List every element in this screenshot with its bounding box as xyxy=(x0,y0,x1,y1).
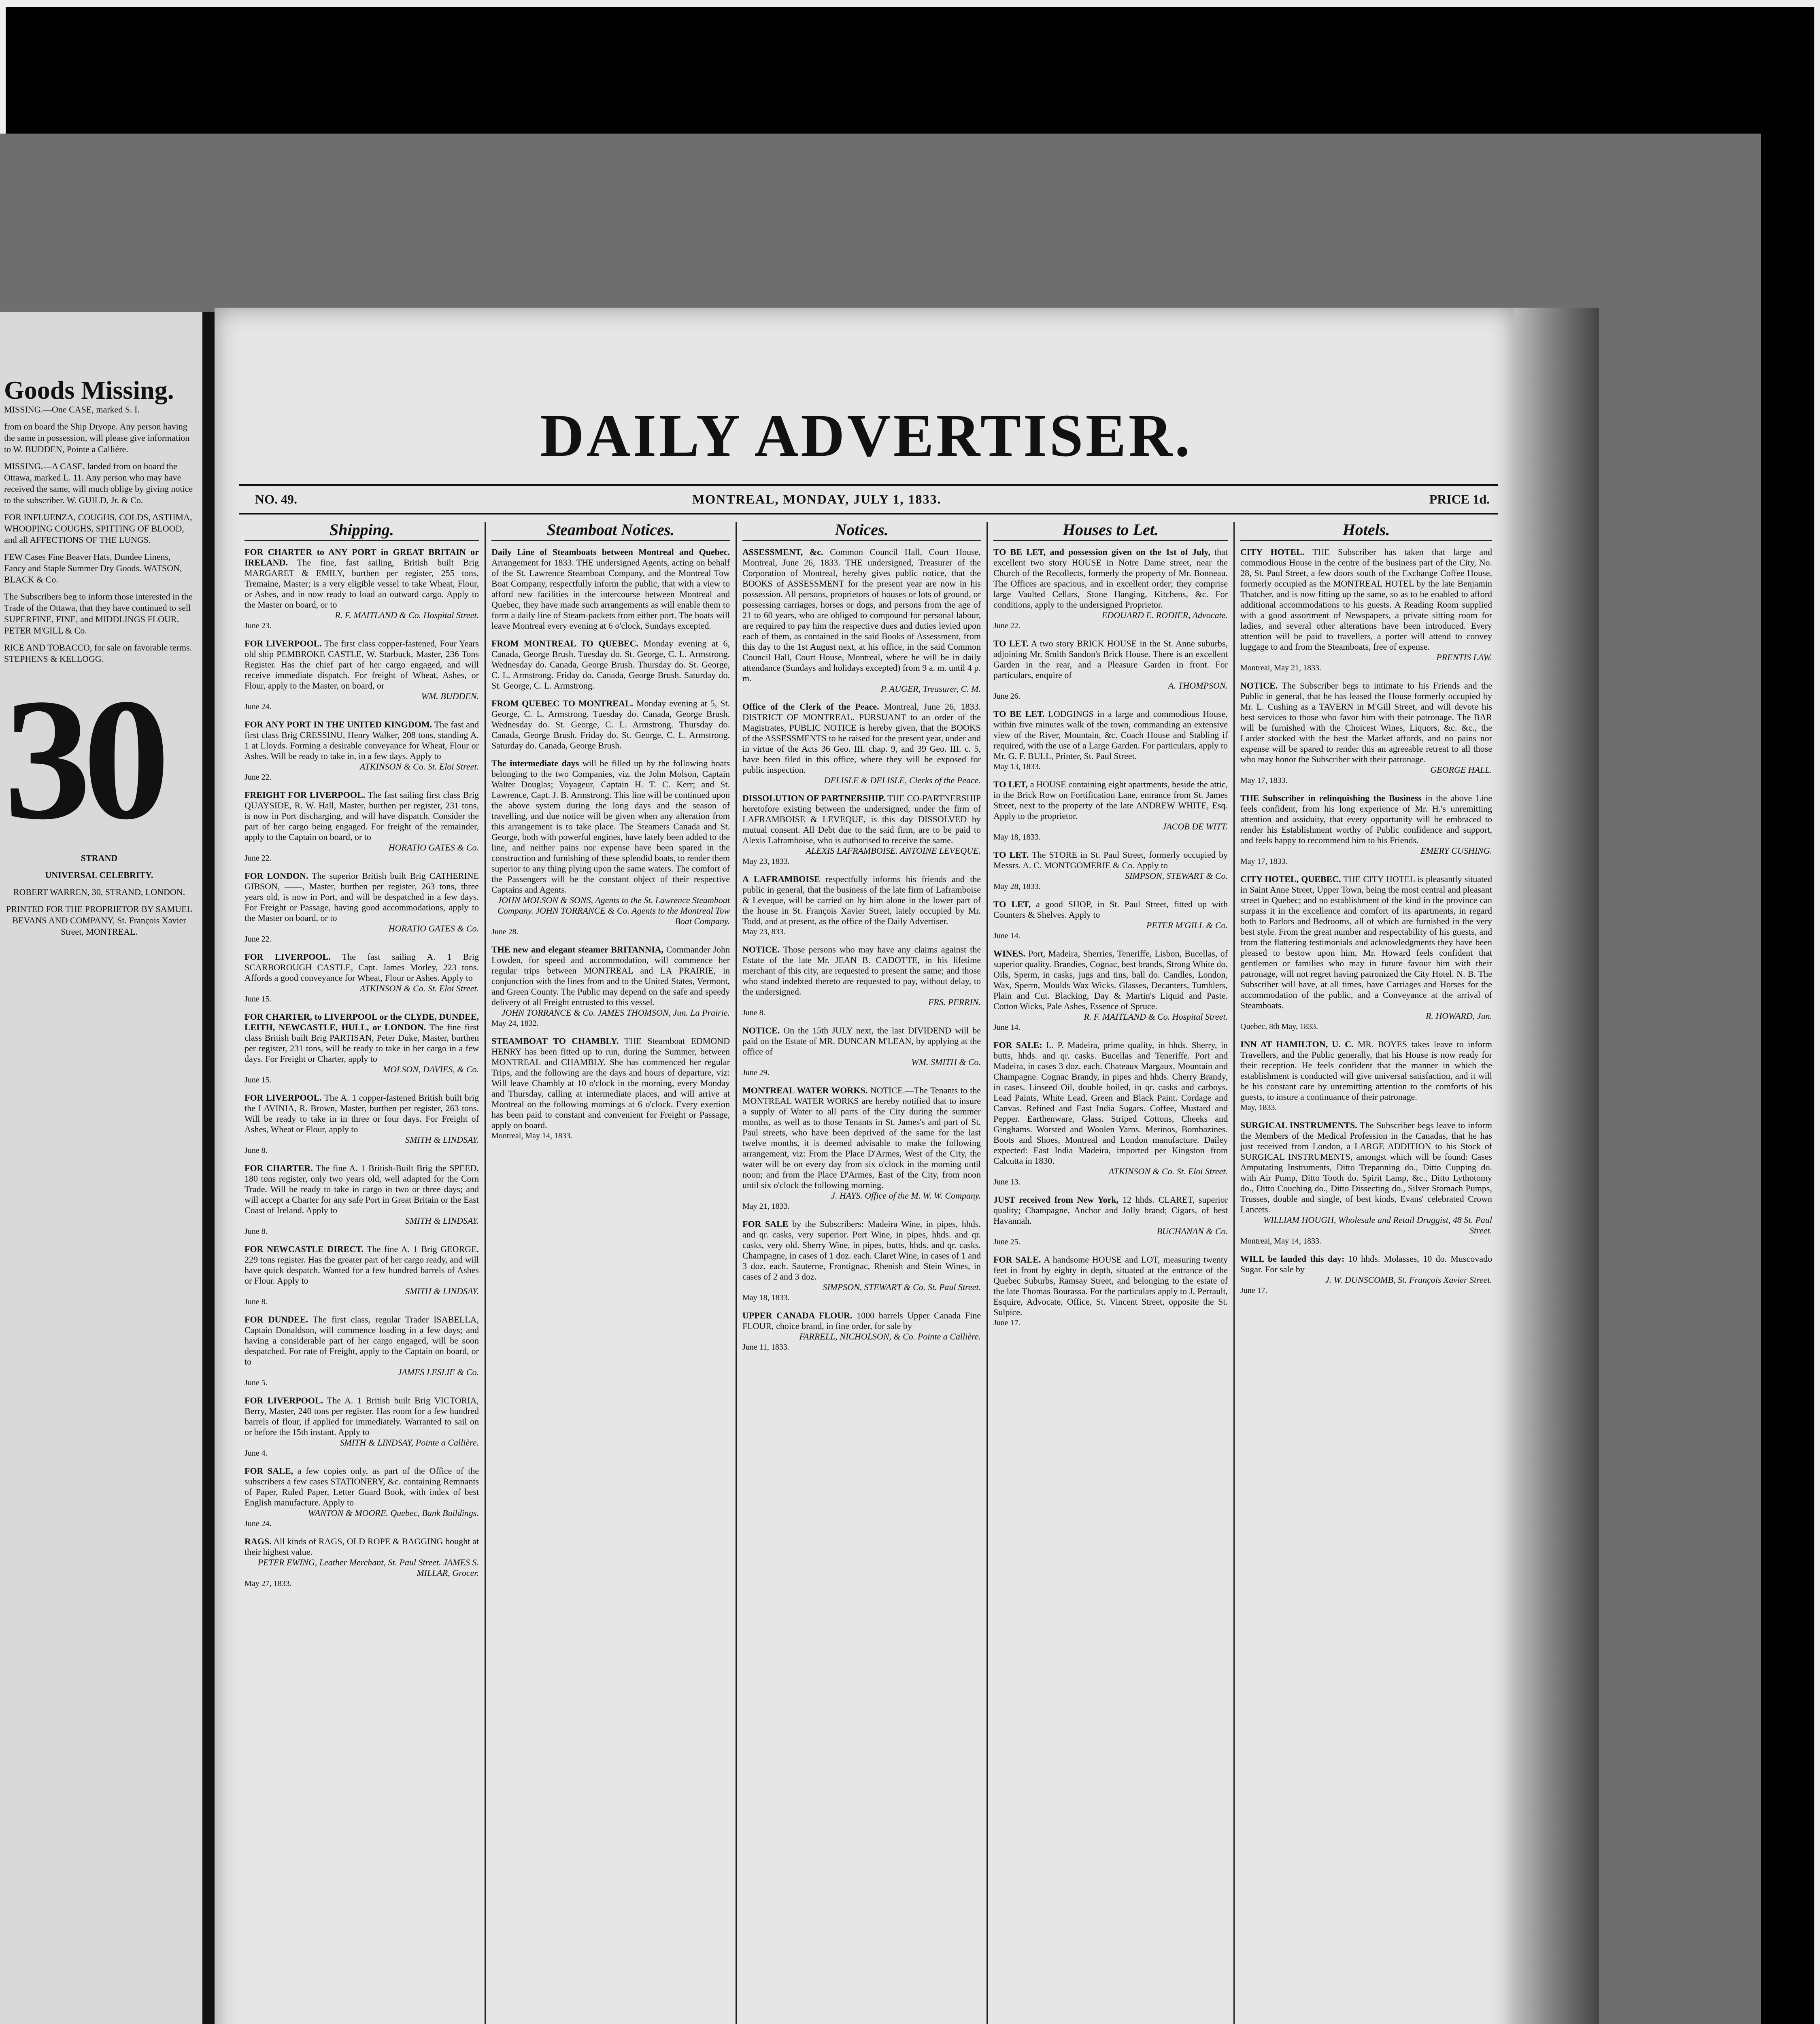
ad-headline: TO LET. xyxy=(993,638,1029,648)
ad-headline: NOTICE. xyxy=(742,944,780,955)
ad-headline: WILL be landed this day: xyxy=(1240,1254,1345,1264)
advertisement xyxy=(993,1195,1228,1247)
advertisement xyxy=(491,944,730,1029)
advertisement xyxy=(1240,547,1492,673)
ad-headline: MONTREAL WATER WORKS. xyxy=(742,1085,868,1095)
ad-body: The first class, regular Trader ISABELLA, Captain Donaldson, will commence loading in a few days; and having a considerable part of her cargo engaged, will be soon despatched. For rate of Freight, apply to the Captain on board, or to xyxy=(245,1314,479,1367)
ad-signature: HORATIO GATES & Co. xyxy=(388,842,479,853)
celebrity-label: UNIVERSAL CELEBRITY. xyxy=(45,870,153,880)
ad-signature: SMITH & LINDSAY. xyxy=(405,1216,479,1226)
ad-body: by the Subscribers: Madeira Wine, in pipes, hhds. and qr. casks, very superior. Port Wine, in pipes, hhds. and qr. casks, very old. Sherry Wine, in pipes, butts, hhds. and qr. casks. Champagne, in cases of 1 doz. each. Claret Wine, in cases of 1 and 3 doz. each. Sauterne, Frontignac, Rhenish and Stein Wines, in cases of 2 and 3 doz. xyxy=(742,1219,981,1282)
ad-signature: EMERY CUSHING. xyxy=(1420,846,1492,856)
ad-signature: FARRELL, NICHOLSON, & Co. Pointe a Callière. xyxy=(799,1331,981,1342)
ad-body: The fine, fast sailing, British built Brig MARGARET & EMILY, burthen per register, 255 tons, Tremaine, Master; is a very eligible vessel to take Wheat, Flour, or Ashes, and in now ready to load an outward cargo. Apply to the Master on board, or to xyxy=(245,557,479,610)
ad-body: a few copies only, as part of the Office of the subscribers a few cases STATIONERY, &c. containing Remnants of Paper, Ruled Paper, Letter Guard Book, with index of best English manufacture. Apply to xyxy=(245,1466,479,1507)
advertisement xyxy=(993,547,1228,631)
advertisement xyxy=(245,1093,479,1156)
ad-date: June 22. xyxy=(245,773,272,782)
ad-headline: FOR CHARTER to ANY PORT in GREAT BRITAIN or IRELAND. xyxy=(245,547,479,568)
ad-date: June 17. xyxy=(993,1318,1021,1327)
advertisement xyxy=(245,1163,479,1237)
advertisement xyxy=(742,1085,981,1212)
ad-headline: FOR SALE xyxy=(742,1219,789,1229)
ad-headline: FOR LIVERPOOL. xyxy=(245,1395,323,1405)
column-hotels xyxy=(1235,522,1498,2024)
column-notices xyxy=(737,522,988,2024)
ad-headline: TO BE LET, and possession given on the 1st of July, xyxy=(993,547,1210,557)
ad-signature: WANTON & MOORE. Quebec, Bank Buildings. xyxy=(308,1508,479,1518)
advertisement xyxy=(491,758,730,937)
ad-date: June 8. xyxy=(245,1146,268,1155)
ad-body: 12 hhds. CLARET, superior quality; Champagne, Anchor and Jolly brand; Cigars, of best Havannah. xyxy=(993,1195,1228,1226)
strand-label: STRAND xyxy=(81,853,118,863)
column-houses-to-let xyxy=(988,522,1235,2024)
ad-signature: HORATIO GATES & Co. xyxy=(388,923,479,933)
advertisement xyxy=(245,1395,479,1458)
ad-body: THE CO-PARTNERSHIP heretofore existing between the undersigned, under the firm of LAFRAMBOISE & LEVEQUE, is this day DISSOLVED by mutual consent. All Debt due to the said firm, are to be paid to Alexis Laframboise, who is authorised to receive the same. xyxy=(742,793,981,845)
ad-date: June 22. xyxy=(245,935,272,944)
column-heading: Steamboat Notices. xyxy=(491,522,730,541)
ad-date: May 23, 1833. xyxy=(742,857,790,866)
advertisement xyxy=(245,1466,479,1529)
rule-top xyxy=(239,484,1498,486)
ad-headline: NOTICE. xyxy=(742,1025,780,1035)
ad-date: June 14. xyxy=(993,1023,1021,1032)
advertisement xyxy=(742,702,981,786)
ad-date: May 17, 1833. xyxy=(1240,776,1288,785)
maker-label: ROBERT WARREN, 30, STRAND, LONDON. xyxy=(13,887,185,897)
advertisement xyxy=(993,1254,1228,1328)
ad-date: May, 1833. xyxy=(1240,1103,1277,1112)
ad-body: that excellent two story HOUSE in Notre Dame street, near the Church of the Recollects, formerly the property of Mr. Bonneau. The Offices are spacious, and in excellent order; they comprise large Vaulted Cellars, Stone Hanging, Kitchens, &c. For conditions, apply to the undersigned Proprietor. xyxy=(993,547,1228,610)
ad-body: Port, Madeira, Sherries, Teneriffe, Lisbon, Bucellas, of superior quality. Brandies, Cognac, best brands, Strong White do. Oils, Sperm, in casks, jugs and tins, ball do. Candles, London, Wax, Sperm, Moulds Wax Wicks. Glasses, Decanters, Tumblers, Plain and Cut. Blacking, Day & Martin's Liquid and Paste. Cotton Wicks, Pale Ashes, Essence of Spruce. xyxy=(993,948,1228,1011)
ad-date: May 27, 1833. xyxy=(245,1579,292,1588)
ad-headline: ASSESSMENT, &c. xyxy=(742,547,823,557)
left-page-column xyxy=(4,376,194,943)
ad-date: May 17, 1833. xyxy=(1240,857,1288,866)
ad-body: The superior British built Brig CATHERINE GIBSON, ——, Master, burthen per register, 263 tons, three years old, is now in Port, and will be despatched in a few days. For Freight or Passage, having good accommodations, apply to the Master on board, or to xyxy=(245,871,479,923)
ad-date: May 18, 1833. xyxy=(993,833,1041,842)
ad-date: June 15. xyxy=(245,995,272,1003)
advertisement xyxy=(742,1219,981,1303)
ad-date: June 8. xyxy=(245,1297,268,1306)
ad-headline: TO BE LET. xyxy=(993,709,1045,719)
ad-date: June 5. xyxy=(245,1378,268,1387)
ad-body: a good SHOP, in St. Paul Street, fitted up with Counters & Shelves. Apply to xyxy=(993,899,1228,920)
ad-headline: FOR ANY PORT IN THE UNITED KINGDOM. xyxy=(245,719,432,729)
ad-headline: FREIGHT FOR LIVERPOOL. xyxy=(245,790,366,800)
ad-body: MR. BOYES takes leave to inform Travellers, and the Public generally, that his House is now ready for their reception. He feels confident that the manner in which the establishment is conducted will give universal satisfaction, and it will be his constant care by unremitting attention to the comforts of his guests, to insure a continuance of their patronage. xyxy=(1240,1039,1493,1102)
ad-date: June 28. xyxy=(491,927,519,936)
ad-date: May 23, 833. xyxy=(742,927,786,936)
column-shipping xyxy=(239,522,486,2024)
film-edge-top xyxy=(0,0,1820,7)
ad-signature: SMITH & LINDSAY. xyxy=(405,1135,479,1145)
ad-signature: SIMPSON, STEWART & Co. St. Paul Street. xyxy=(823,1282,981,1292)
masthead-title: DAILY ADVERTISER. xyxy=(540,402,1193,469)
ad-date: June 25. xyxy=(993,1237,1021,1246)
ad-body: A handsome HOUSE and LOT, measuring twenty feet in front by eighty in depth, situated at the entrance of the Quebec Suburbs, Ramsay Street, and belonging to the estate of the late Thomas Bourassa. For the particulars apply to J. Perrault, Esquire, Advocate, Office, St. Vincent Street, opposite the St. Sulpice. xyxy=(993,1254,1228,1317)
ad-headline: FOR NEWCASTLE DIRECT. xyxy=(245,1244,364,1254)
advertisement xyxy=(491,698,730,751)
advertisement xyxy=(742,1025,981,1078)
left-ad: The Subscribers beg to inform those interested in the Trade of the Ottawa, that they have continued to sell SUPERFINE, FINE, and MIDDLINGS FLOUR. PETER M'GILL & Co. xyxy=(4,591,193,636)
column-heading: Houses to Let. xyxy=(993,522,1228,541)
film-edge-right xyxy=(1814,0,1820,2024)
ad-body: The Subscriber begs to intimate to his Friends and the Public in general, that he has leased the House formerly occupied by Mr. L. Cushing as a TAVERN in M'Gill Street, and will devote his best services to those who favor him with their patronage. The BAR will be furnished with the Choicest Wines, Liquors, &c. &c., the Larder stocked with the best the Market affords, and no pains nor expense will be spared to render this an agreeable retreat to all those who may honor the Subscriber with their patronage. xyxy=(1240,680,1492,764)
ad-signature: J. W. DUNSCOMB, St. François Xavier Street. xyxy=(1325,1275,1492,1285)
ad-signature: ATKINSON & Co. St. Eloi Street. xyxy=(359,983,479,993)
advertisement xyxy=(1240,793,1492,867)
ad-date: June 24. xyxy=(245,702,272,711)
ad-headline: NOTICE. xyxy=(1240,680,1278,691)
ad-body: Commander John Lowden, for speed and accommodation, will commence her regular trips between MONTREAL and LA PRAIRIE, in conjunction with the lines from and to the United States, Vermont, and Green County. The Public may depend on the safe and speedy delivery of all Freight entrusted to this vessel. xyxy=(491,944,730,1007)
ad-date: Quebec, 8th May, 1833. xyxy=(1240,1022,1318,1031)
advertisement xyxy=(491,638,730,691)
ad-headline: SURGICAL INSTRUMENTS. xyxy=(1240,1120,1357,1130)
ad-body: Arrangement for 1833. THE undersigned Agents, acting on behalf of the St. Lawrence Steamboat Company, and the Montreal Tow Boat Company, respectfully inform the public, that with a view to afford new facilities in the intercourse between Montreal and Quebec, they have made such arrangements as will enable them to form a daily line of Steam-packets from either port. The boats will leave Montreal every evening at 6 o'clock, Sundays excepted. xyxy=(491,557,730,631)
ad-body: in the above Line feels confident, from his long experience of Mr. H.'s unremitting attention and assiduity, that every opportunity will be embraced to render his Establishment worthy of Public confidence and support, and feels happy to recommend him to his Friends. xyxy=(1240,793,1493,845)
ad-body: Montreal, June 26, 1833. DISTRICT OF MONTREAL. PURSUANT to an order of the Magistrates, PUBLIC NOTICE is hereby given, that the BOOKS of the ASSESSMENTS to be raised for the present year, under and in virtue of the Acts 36 Geo. III. chap. 9, and 39 Geo. III. c. 5, have been filed in this office, where they will be exposed for public inspection. xyxy=(742,702,981,775)
ad-date: Montreal, May 14, 1833. xyxy=(1240,1237,1321,1246)
advertisement xyxy=(245,1244,479,1307)
ad-signature: P. AUGER, Treasurer, C. M. xyxy=(880,684,981,694)
ad-signature: FRS. PERRIN. xyxy=(928,997,981,1007)
ad-body: The STORE in St. Paul Street, formerly occupied by Messrs. A. C. MONTGOMERIE & Co. Apply to xyxy=(993,850,1228,870)
ad-headline: JUST received from New York, xyxy=(993,1195,1119,1205)
ad-body: The A. 1 British built Brig VICTORIA, Berry, Master, 240 tons per register. Has room for a few hundred barrels of flour, if applied for immediately. Warranted to sail on or before the 15th instant. Apply to xyxy=(245,1395,479,1437)
advertisement xyxy=(1240,874,1492,1032)
ad-signature: SIMPSON, STEWART & Co. xyxy=(1125,871,1228,881)
column-heading: Notices. xyxy=(742,522,981,541)
ad-signature: DELISLE & DELISLE, Clerks of the Peace. xyxy=(824,775,981,785)
issue-number: NO. 49. xyxy=(255,492,297,506)
ad-date: May 13, 1833. xyxy=(993,762,1041,771)
ad-body: The fast and first class Brig CRESSINU, Henry Walker, 208 tons, standing A. 1 at Lloyds. Forming a desirable conveyance for Wheat, Flour or Ashes. Will be ready to take in, in a few days. Apply to xyxy=(245,719,479,761)
ad-signature: A. THOMPSON. xyxy=(1168,680,1228,691)
ad-body: will be filled up by the following boats belonging to the two Companies, viz. the John Molson, Captain Walter Douglas; Voyageur, Captain H. T. C. Kerr; and St. Lawrence, Capt. J. B. Armstrong. This line will be continued upon the above system during the long days and the season of travelling, and due notice will be given when any alteration from this arrangement is to take place. The Steamers Canada and St. George, both with powerful engines, have lately been added to the line, and neither pains nor expense have been spared in the construction and furnishing of these splendid boats, to render them superior to any thing plying upon the same waters. The comfort of the Passengers will be the constant object of their respective Captains and Agents. xyxy=(491,758,730,895)
ad-body: respectfully informs his friends and the public in general, that the business of the late firm of Laframboise & Leveque, will be carried on by him alone in the lower part of the house in St. François Xavier Street, lately occupied by Mr. Todd, and at present, as the office of the Daily Advertiser. xyxy=(742,874,981,926)
ad-signature: PRENTIS LAW. xyxy=(1436,652,1492,662)
advertisement xyxy=(491,547,730,631)
ad-signature: R. F. MAITLAND & Co. Hospital Street. xyxy=(335,610,479,620)
ad-date: June 29. xyxy=(742,1068,770,1077)
ad-signature: JOHN TORRANCE & Co. JAMES THOMSON, Jun. La Prairie. xyxy=(501,1008,730,1018)
advertisement xyxy=(993,638,1228,702)
left-ad: FEW Cases Fine Beaver Hats, Dundee Linens, Fancy and Staple Summer Dry Goods. WATSON, BLACK & Co. xyxy=(4,552,182,585)
ad-headline: FOR CHARTER, to LIVERPOOL or the CLYDE, DUNDEE, LEITH, NEWCASTLE, HULL, or LONDON. xyxy=(245,1012,479,1032)
ad-date: June 4. xyxy=(245,1449,268,1458)
printer-imprint: PRINTED FOR THE PROPRIETOR BY SAMUEL BEVANS AND COMPANY, St. François Xavier Street, MONTREAL. xyxy=(6,904,192,937)
ad-body: THE Subscriber has taken that large and commodious House in the centre of the business part of the City, No. 28, St. Paul Street, a few doors south of the Exchange Coffee House, formerly occupied as the MONTREAL HOTEL by the late Benjamin Thatcher, and is now fitting up the same, so as to be enabled to afford additional accommodations to his guests. A Reading Room supplied with a good assortment of Newspapers, a private sitting room for ladies, and several other alterations have been introduced. Every attention will be paid to travellers, a porter will attend to convey luggage to and from the Steamboats, free of expense. xyxy=(1240,547,1492,652)
ad-headline: FOR SALE: xyxy=(993,1040,1042,1050)
ad-body: Monday evening at 6, Canada, George Brush. Tuesday do. St. George, C. L. Armstrong. Wednesday do. Canada, George Brush. Thursday do. St. George, C. L. Armstrong. Friday do. Canada, George Brush. Saturday do. St. George, C. L. Armstrong. xyxy=(491,638,730,691)
ad-headline: WINES. xyxy=(993,948,1025,959)
ad-signature: JAMES LESLIE & Co. xyxy=(398,1367,479,1377)
big-number-30: 30 xyxy=(4,663,162,856)
ad-body: 1000 barrels Upper Canada Fine FLOUR, choice brand, in fine order, for sale by xyxy=(742,1310,981,1331)
ad-body: The first class copper-fastened, Four Years old ship PEMBROKE CASTLE, W. Starbuck, Master, 236 Tons Register. Has the chief part of her cargo engaged, and will receive immediate dispatch. For freight of Wheat, Ashes, or Flour, apply to the Master, on board, or xyxy=(245,638,479,691)
ad-date: June 17. xyxy=(1240,1286,1267,1295)
left-page-heading: Goods Missing. xyxy=(4,376,174,404)
ad-headline: FROM MONTREAL TO QUEBEC. xyxy=(491,638,638,648)
ad-body: All kinds of RAGS, OLD ROPE & BAGGING bought at their highest value. xyxy=(245,1536,479,1557)
ad-date: June 23. xyxy=(245,621,272,630)
ad-signature: JACOB DE WITT. xyxy=(1162,821,1228,831)
advertisement xyxy=(245,952,479,1004)
column-heading: Hotels. xyxy=(1240,522,1492,541)
book-binding-edge xyxy=(1514,308,1599,2024)
ad-body: THE CITY HOTEL is pleasantly situated in Saint Anne Street, Upper Town, being the most central and pleasant street in Quebec; and no establishment of the kind in the province can surpass it in the excellence and comfort of its apartments, in regard both to Parlors and Bedrooms, all of which are furnished in the very best style. From the great number and respectability of his guests, and from the flattering testimonials and acknowledgments they have been pleased to bestow upon him, Mr. Howard feels confident that gentlemen or families who may in future favour him with their patronage, will not regret having patronized the City Hotel. N. B. The Subscriber will have, at all times, have Carriages and Horses for the accommodation of the public, and a Conveyance at the arrival of Steamboats. xyxy=(1240,874,1493,1010)
ad-date: May 21, 1833. xyxy=(742,1202,790,1211)
ad-body: The fine A. 1 British-Built Brig the SPEED, 180 tons register, only two years old, well adapted for the Corn Trade. Will be ready to take in cargo in two or three days; and will accept a Charter for any safe Port in Great Britain or the East Coast of Ireland. Apply to xyxy=(245,1163,479,1215)
ad-date: June 24. xyxy=(245,1519,272,1528)
ad-body: The fast sailing A. 1 Brig SCARBOROUGH CASTLE, Capt. James Morley, 223 tons. Affords a good conveyance for Wheat, Flour or Ashes. Apply to xyxy=(245,952,479,983)
ad-headline: Office of the Clerk of the Peace. xyxy=(742,702,879,712)
ad-headline: STEAMBOAT TO CHAMBLY. xyxy=(491,1036,619,1046)
ad-date: May 18, 1833. xyxy=(742,1293,790,1302)
advertisement xyxy=(245,790,479,863)
ad-body: THE Steamboat EDMOND HENRY has been fitted up to run, during the Summer, between MONTREAL and CHAMBLY. She has commenced her regular Trips, and the following are the days and hours of departure, viz: Will leave Chambly at 10 o'clock in the morning, every Monday and Thursday, calling at intermediate places, and will arrive at Montreal on the following mornings at 6 o'clock. Every exertion has been paid to constant and convenient for Freight or Passage, apply on board. xyxy=(491,1036,730,1130)
ad-headline: CITY HOTEL, QUEBEC. xyxy=(1240,874,1341,884)
ad-signature: WILLIAM HOUGH, Wholesale and Retail Druggist, 48 St. Paul Street. xyxy=(1263,1215,1492,1235)
ad-headline: The intermediate days xyxy=(491,758,579,768)
ad-signature: WM. SMITH & Co. xyxy=(911,1057,981,1067)
advertisement xyxy=(993,1040,1228,1187)
ad-signature: ALEXIS LAFRAMBOISE. ANTOINE LEVEQUE. xyxy=(806,846,981,856)
ad-signature: R. HOWARD, Jun. xyxy=(1425,1011,1492,1021)
rule-bottom xyxy=(239,513,1498,515)
ad-body: NOTICE.—The Tenants to the MONTREAL WATER WORKS are hereby notified that to insure a supply of Water to all parts of the City during the summer months, as well as to those Tenants in St. James's and part of St. Paul streets, who have been deprived of the same for the last twelve months, it is deemed advisable to make the following arrangement, viz: From the Place D'Armes, West of the City, the water will be on every day from six o'clock in the morning until noon; and from the Place D'Armes, East of the City, from noon until six o'clock the following morning. xyxy=(742,1085,981,1190)
ad-headline: INN AT HAMILTON, U. C. xyxy=(1240,1039,1354,1049)
ad-headline: THE new and elegant steamer BRITANNIA, xyxy=(491,944,664,955)
columns xyxy=(239,522,1498,2024)
advertisement xyxy=(993,948,1228,1033)
ad-body: LODGINGS in a large and commodious House, within five minutes walk of the town, commanding an extensive view of the River, Mountain, &c. Coach House and Stabling if required, with the use of a Large Garden. For particulars, apply to Mr. G. F. BULL, Printer, St. Paul Street. xyxy=(993,709,1228,761)
column-heading: Shipping. xyxy=(245,522,479,541)
advertisement xyxy=(245,719,479,782)
ad-body: A two story BRICK HOUSE in the St. Anne suburbs, adjoining Mr. Smith Sandon's Brick House. There is an excellent Garden in the rear, and a Pleasure Garden in front. For particulars, enquire of xyxy=(993,638,1228,680)
ad-body: Monday evening at 5, St. George, C. L. Armstrong. Tuesday do. Canada, George Brush. Wednesday do. St. George, C. L. Armstrong. Thursday do. Canada, George Brush. Friday do. St. George, C. L. Armstrong. Saturday do. Canada, George Brush. xyxy=(491,698,730,750)
ad-body: On the 15th JULY next, the last DIVIDEND will be paid on the Estate of MR. DUNCAN M'LEAN, by applying at the office of xyxy=(742,1025,981,1057)
advertisement xyxy=(245,638,479,712)
ad-body: 10 hhds. Molasses, 10 do. Muscovado Sugar. For sale by xyxy=(1240,1254,1493,1274)
advertisement xyxy=(491,1036,730,1141)
ad-signature: J. HAYS. Office of the M. W. W. Company. xyxy=(831,1191,981,1201)
advertisement xyxy=(245,1012,479,1085)
ad-headline: THE Subscriber in relinquishing the Business xyxy=(1240,793,1422,803)
ad-signature: JOHN MOLSON & SONS, Agents to the St. Lawrence Steamboat Company. JOHN TORRANCE & Co. Agents to the Montreal Tow Boat Company. xyxy=(498,895,730,926)
ad-body: L. P. Madeira, prime quality, in hhds. Sherry, in butts, hhds. and qr. casks. Bucellas and Teneriffe. Port and Madeira, in cases 3 doz. each. Chateaux Margaux, Mountain and Champagne. Cognac Brandy, in pipes and hhds. Cherry Brandy, in cases. Linseed Oil, double boiled, in qr. casks and carboys. Lead Paints, White Lead, Green and Black Paint. Cordage and Canvas. Refined and East India Sugars. Coffee, Mustard and Pepper. Earthenware, Glass. Striped Cottons, Cheeks and Ginghams. Worsted and Woolen Yarns. Merinos, Bombazines. Boots and Shoes, Montreal and London manufacture. Dailey expected: East India Madeira, imported per Kingston from Calcutta in 1830. xyxy=(993,1040,1228,1166)
ad-headline: FOR LONDON. xyxy=(245,871,308,881)
ad-signature: MOLSON, DAVIES, & Co. xyxy=(383,1064,479,1074)
advertisement xyxy=(993,899,1228,941)
ad-date: June 15. xyxy=(245,1076,272,1084)
ad-date: Montreal, May 14, 1833. xyxy=(491,1131,572,1140)
ad-date: June 22. xyxy=(245,854,272,863)
column-steamboat-notices xyxy=(486,522,737,2024)
ad-signature: ATKINSON & Co. St. Eloi Street. xyxy=(1108,1166,1228,1176)
ad-headline: FOR LIVERPOOL. xyxy=(245,1093,322,1103)
ad-headline: CITY HOTEL. xyxy=(1240,547,1305,557)
dateline xyxy=(239,492,1498,512)
advertisement xyxy=(993,850,1228,892)
ad-signature: PETER M'GILL & Co. xyxy=(1146,920,1228,930)
ad-signature: ATKINSON & Co. St. Eloi Street. xyxy=(359,761,479,772)
advertisement xyxy=(245,871,479,944)
ad-date: June 14. xyxy=(993,931,1021,940)
ad-headline: TO LET, xyxy=(993,779,1028,789)
ad-headline: TO LET, xyxy=(993,899,1031,909)
advertisement xyxy=(245,1314,479,1388)
left-ad: RICE AND TOBACCO, for sale on favorable terms. STEPHENS & KELLOGG. xyxy=(4,642,192,664)
ad-headline: FOR SALE, xyxy=(245,1466,293,1476)
ad-headline: FOR CHARTER. xyxy=(245,1163,313,1173)
advertisement xyxy=(742,944,981,1018)
ad-headline: FOR LIVERPOOL. xyxy=(245,952,331,962)
ad-date: June 26. xyxy=(993,692,1021,701)
advertisement xyxy=(742,874,981,937)
ad-headline: RAGS. xyxy=(245,1536,272,1546)
ad-signature: SMITH & LINDSAY. xyxy=(405,1286,479,1296)
ad-headline: A LAFRAMBOISE xyxy=(742,874,820,884)
ad-date: Montreal, May 21, 1833. xyxy=(1240,663,1321,672)
ad-signature: EDOUARD E. RODIER, Advocate. xyxy=(1101,610,1228,620)
ad-date: June 13. xyxy=(993,1178,1021,1186)
ad-headline: FOR SALE. xyxy=(993,1254,1041,1265)
advertisement xyxy=(1240,680,1492,786)
advertisement xyxy=(993,779,1228,842)
ad-body: The Subscriber begs leave to inform the Members of the Medical Profession in the Canadas, that he has just received from London, a LARGE ADDITION to his Stock of SURGICAL INSTRUMENTS, amongst which will be found: Cases Amputating Instruments, Ditto Trepanning do., Ditto Cupping do. with Air Pump, Ditto Tooth do. Spirit Lamp, &c., Ditto Lythotomy do., Ditto Couching do., Ditto Dissecting do., Silver Stomach Pumps, Trusses, double and single, of best kinds, Evans' celebrated Crown Lancets. xyxy=(1240,1120,1492,1214)
ad-date: May 24, 1832. xyxy=(491,1019,539,1028)
issue-price: PRICE 1d. xyxy=(1429,492,1490,506)
ad-signature: BUCHANAN & Co. xyxy=(1157,1226,1228,1236)
ad-headline: DISSOLUTION OF PARTNERSHIP. xyxy=(742,793,885,803)
advertisement xyxy=(245,547,479,631)
ad-body: Common Council Hall, Court House, Montreal, June 26, 1833. THE undersigned, Treasurer of the Corporation of Montreal, hereby gives public notice, that the BOOKS of ASSESSMENT for the present year are now in his possession. All persons, proprietors of houses or lots of ground, or possessing carriages, horses or dogs, and persons from the age of 21 to 60 years, who are obliged to compound for personal labour, are required to pay him the respective dues and duties levied upon each of them, as contained in the said Books of Assessment, from this day to the 1st August next, at his office, in the said Common Council Hall, Court House, Montreal, where he will be in daily attendance (Sundays and holidays excepted) from 9 a. m. until 4 p. m. xyxy=(742,547,981,683)
left-ad: MISSING.—A CASE, landed from on board the Ottawa, marked L. 11. Any person who may have received the same, will much oblige by giving notice to the subscriber. W. GUILD, Jr. & Co. xyxy=(4,461,193,505)
advertisement xyxy=(245,1536,479,1589)
advertisement xyxy=(742,1310,981,1352)
ad-headline: FOR LIVERPOOL. xyxy=(245,638,322,648)
left-page xyxy=(0,312,215,2024)
advertisement xyxy=(742,793,981,867)
ad-headline: FROM QUEBEC TO MONTREAL. xyxy=(491,698,634,708)
left-ad: MISSING.—One CASE, marked S. I. xyxy=(4,404,140,415)
ad-signature: R. F. MAITLAND & Co. Hospital Street. xyxy=(1084,1012,1228,1022)
ad-date: June 11, 1833. xyxy=(742,1343,789,1352)
ad-headline: TO LET. xyxy=(993,850,1029,860)
ad-signature: PETER EWING, Leather Merchant, St. Paul Street. JAMES S. MILLAR, Grocer. xyxy=(257,1557,479,1578)
ad-body: a HOUSE containing eight apartments, beside the attic, in the Brick Row on Fortification Lane, entrance from St. James Street, next to the property of the late ANDREW WHITE, Esq. Apply to the proprietor. xyxy=(993,779,1228,821)
advertisement xyxy=(993,709,1228,772)
ad-body: The fine first class British built Brig PARTISAN, Peter Duke, Master, burthen per register, 231 tons, will be ready to take in her cargo in a few days. For Freight or Charter, apply to xyxy=(245,1022,479,1064)
ad-date: June 8. xyxy=(742,1008,765,1017)
advertisement xyxy=(1240,1120,1492,1246)
advertisement xyxy=(1240,1254,1492,1296)
issue-date: MONTREAL, MONDAY, JULY 1, 1833. xyxy=(692,492,942,506)
ad-headline: FOR DUNDEE. xyxy=(245,1314,308,1325)
ad-headline: UPPER CANADA FLOUR. xyxy=(742,1310,853,1320)
ad-signature: SMITH & LINDSAY, Pointe a Callière. xyxy=(340,1437,479,1448)
ad-date: June 8. xyxy=(245,1227,268,1236)
left-ad: from on board the Ship Dryope. Any person having the same in possession, will please give information to W. BUDDEN, Pointe a Callière. xyxy=(4,421,190,454)
ad-body: The fast sailing first class Brig QUAYSIDE, R. W. Hall, Master, burthen per register, 231 tons, is now in Port discharging, and will have dispatch. Consider the part of her cargo being engaged. For freight of the remainder, apply to the Captain on board, or to xyxy=(245,790,479,842)
ad-headline: Daily Line of Steamboats between Montreal and Quebec. xyxy=(491,547,730,557)
ad-body: The A. 1 copper-fastened British built brig the LAVINIA, R. Brown, Master, burthen per register, 263 tons. Will be ready to take in in three or four days. For Freight of Ashes, Wheat or Flour, apply to xyxy=(245,1093,479,1134)
ad-date: May 28, 1833. xyxy=(993,882,1041,891)
ad-signature: WM. BUDDEN. xyxy=(421,691,479,701)
left-ad: FOR INFLUENZA, COUGHS, COLDS, ASTHMA, WHOOPING COUGHS, SPITTING OF BLOOD, and all AFFECTIONS OF THE LUNGS. xyxy=(4,512,192,545)
ad-body: The fine A. 1 Brig GEORGE, 229 tons register. Has the greater part of her cargo ready, and will have quick despatch. Wanted for a few hundred barrels of Ashes or Flour. Apply to xyxy=(245,1244,479,1286)
ad-date: June 22. xyxy=(993,621,1021,630)
advertisement xyxy=(1240,1039,1492,1113)
advertisement xyxy=(742,547,981,694)
ad-signature: GEORGE HALL. xyxy=(1430,765,1492,775)
ad-body: Those persons who may have any claims against the Estate of the late Mr. JEAN B. CADOTTE, in his lifetime merchant of this city, are requested to present the same; and those who stand indebted thereto are requested to pay, without delay, to the undersigned. xyxy=(742,944,981,997)
